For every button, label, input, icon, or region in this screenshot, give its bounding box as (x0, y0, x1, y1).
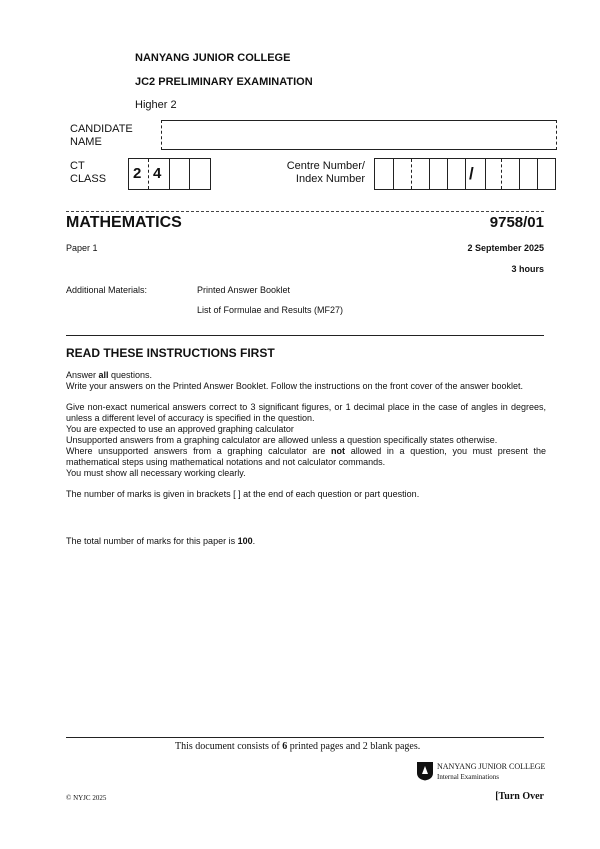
class-digit-1: 2 (133, 165, 142, 182)
materials-label: Additional Materials: (66, 285, 148, 295)
instruction-where: Where unsupported answers from a graphing calculator are not allowed in a question, you must present the mathematical steps using mathematical notations and not calculator commands. (66, 446, 547, 467)
centre-index-label: Centre Number/ Index Number (286, 160, 365, 185)
paper-code: 9758/01 (489, 214, 544, 231)
page-count: This document consists of 6 printed pages and 2 blank pages. (175, 741, 421, 752)
instruction-answer: Answer all questions. (66, 370, 153, 380)
candidate-name-field[interactable] (161, 120, 557, 150)
subject-title: MATHEMATICS (66, 214, 182, 231)
college-logo-icon (416, 761, 434, 786)
college-name: NANYANG JUNIOR COLLEGE (135, 52, 291, 64)
class-digit-2: 4 (153, 165, 162, 182)
instructions-heading: READ THESE INSTRUCTIONS FIRST (66, 346, 275, 360)
exam-duration: 3 hours (511, 264, 544, 274)
instruction-calculator: You are expected to use an approved graphing calculator (66, 424, 294, 434)
turn-over: [Turn Over (495, 791, 544, 802)
logo-text: NANYANG JUNIOR COLLEGE Internal Examinations (437, 762, 546, 781)
divider-mid (66, 335, 544, 336)
instruction-write: Write your answers on the Printed Answer Booklet. Follow the instructions on the front cover of the answer booklet. (66, 381, 524, 391)
centre-index-field[interactable] (374, 158, 556, 190)
total-marks: The total number of marks for this paper is 100. (66, 536, 256, 546)
instruction-unsupported: Unsupported answers from a graphing calculator are allowed unless a question specifically states otherwise. (66, 435, 498, 445)
material-item: List of Formulae and Results (MF27) (197, 305, 344, 315)
material-item: Printed Answer Booklet (197, 285, 291, 295)
instruction-nonexact: Give non-exact numerical answers correct to 3 significant figures, or 1 decimal place in the case of angles in degrees, unless a different level of accuracy is specified in the question. (66, 402, 546, 423)
copyright: © NYJC 2025 (66, 794, 107, 802)
instruction-marks: The number of marks is given in brackets [ ] at the end of each question or part question. (66, 489, 420, 499)
ct-class-label: CT CLASS (70, 160, 107, 185)
exam-title: JC2 PRELIMINARY EXAMINATION (135, 76, 313, 88)
instructions-body (66, 370, 546, 500)
index-slash: / (469, 164, 474, 183)
exam-date: 2 September 2025 (467, 243, 544, 253)
divider-footer (66, 737, 544, 738)
paper-number: Paper 1 (66, 243, 98, 253)
instruction-working: You must show all necessary working clearly. (66, 468, 246, 478)
divider-top (66, 211, 544, 212)
candidate-name-label: CANDIDATE NAME (70, 123, 133, 148)
exam-level: Higher 2 (135, 99, 177, 111)
ct-class-field[interactable] (128, 158, 211, 190)
